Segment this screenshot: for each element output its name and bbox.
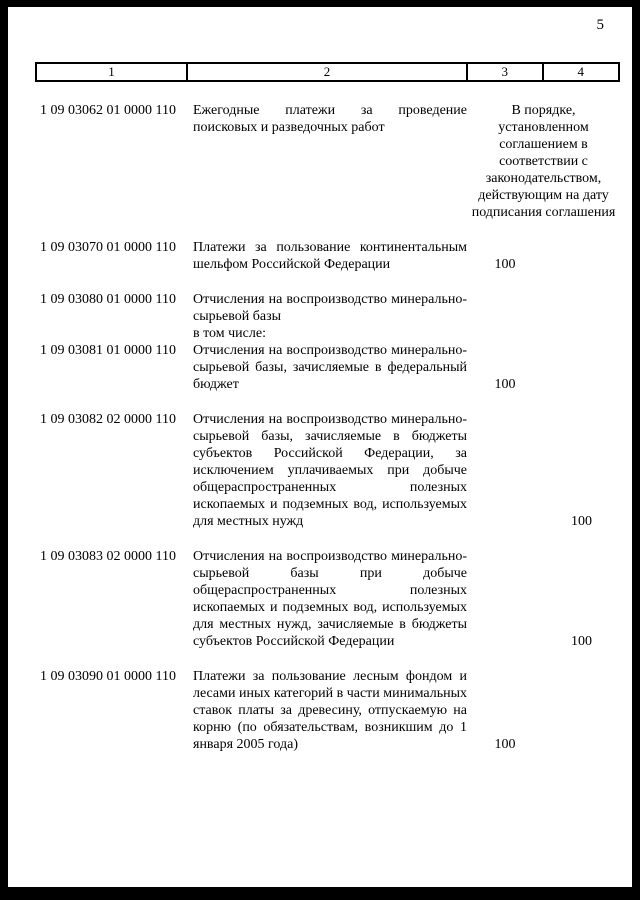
row-description: Ежегодные платежи за проведение поисковых и разведочных работ	[193, 103, 467, 135]
row-code: 1 09 03081 01 0000 110	[40, 343, 176, 358]
row-code: 1 09 03070 01 0000 110	[40, 240, 176, 255]
table-row	[35, 668, 620, 753]
table-row	[35, 342, 620, 393]
row-code: 1 09 03090 01 0000 110	[40, 669, 176, 684]
header-cell-2: 2	[186, 64, 466, 80]
row-col4-value	[543, 291, 620, 342]
row-code: 1 09 03062 01 0000 110	[40, 103, 176, 118]
row-description-subtext: в том числе:	[193, 326, 266, 341]
row-col3-value: 100	[494, 377, 516, 392]
table-row	[35, 239, 620, 273]
row-col3-value	[467, 548, 543, 650]
row-description: Отчисления на воспроизводство минерально-сырьевой базы, зачисляемые в федеральный бюджет	[193, 343, 467, 392]
row-col3-value	[467, 411, 543, 530]
row-description: Отчисления на воспроизводство минерально-сырьевой базы при добыче общераспространенных полезных ископаемых и подземных вод, используемых для местных нужд, зачисляемые в бюджеты субъектов Российской Федерации	[193, 549, 467, 649]
row-col3-value: 100	[494, 737, 516, 752]
row-col4-value: 100	[571, 634, 592, 649]
row-col4-value: 100	[571, 514, 592, 529]
header-cell-4: 4	[542, 64, 618, 80]
row-description: Отчисления на воспроизводство минерально-сырьевой базы, зачисляемые в бюджеты субъектов Российской Федерации, за исключением уплачиваемых при добыче общераспространенных полезных ископаемых и подземных вод, используемых для местных нужд	[193, 412, 467, 529]
row-col4-value	[543, 239, 620, 273]
row-description: Платежи за пользование лесным фондом и лесами иных категорий в части минимальных ставок платы за древесину, отпускаемую на корню (по обязательствам, возникшим до 1 января 2005 года)	[193, 669, 467, 752]
row-col3-value	[467, 291, 543, 342]
table-header	[35, 62, 620, 82]
row-col3-value: 100	[494, 257, 516, 272]
table-row	[35, 411, 620, 530]
row-description: Платежи за пользование континентальным шельфом Российской Федерации	[193, 240, 467, 272]
table	[35, 62, 620, 771]
row-description-text: Отчисления на воспроизводство минерально-сырьевой базы	[193, 292, 467, 324]
table-row	[35, 548, 620, 650]
table-row	[35, 291, 620, 342]
table-row	[35, 102, 620, 221]
header-cell-3: 3	[466, 64, 541, 80]
row-code: 1 09 03082 02 0000 110	[40, 412, 176, 427]
row-col4-value	[543, 668, 620, 753]
document-page	[8, 7, 632, 887]
row-description	[185, 291, 467, 342]
row-code: 1 09 03083 02 0000 110	[40, 549, 176, 564]
page-number: 5	[596, 17, 604, 33]
row-code: 1 09 03080 01 0000 110	[40, 292, 176, 307]
row-col4-value	[543, 342, 620, 393]
header-cell-1: 1	[108, 64, 115, 79]
row-note: В порядке, установленном соглашением в соответствии с законодательством, действующим на дату подписания соглашения	[471, 103, 616, 220]
